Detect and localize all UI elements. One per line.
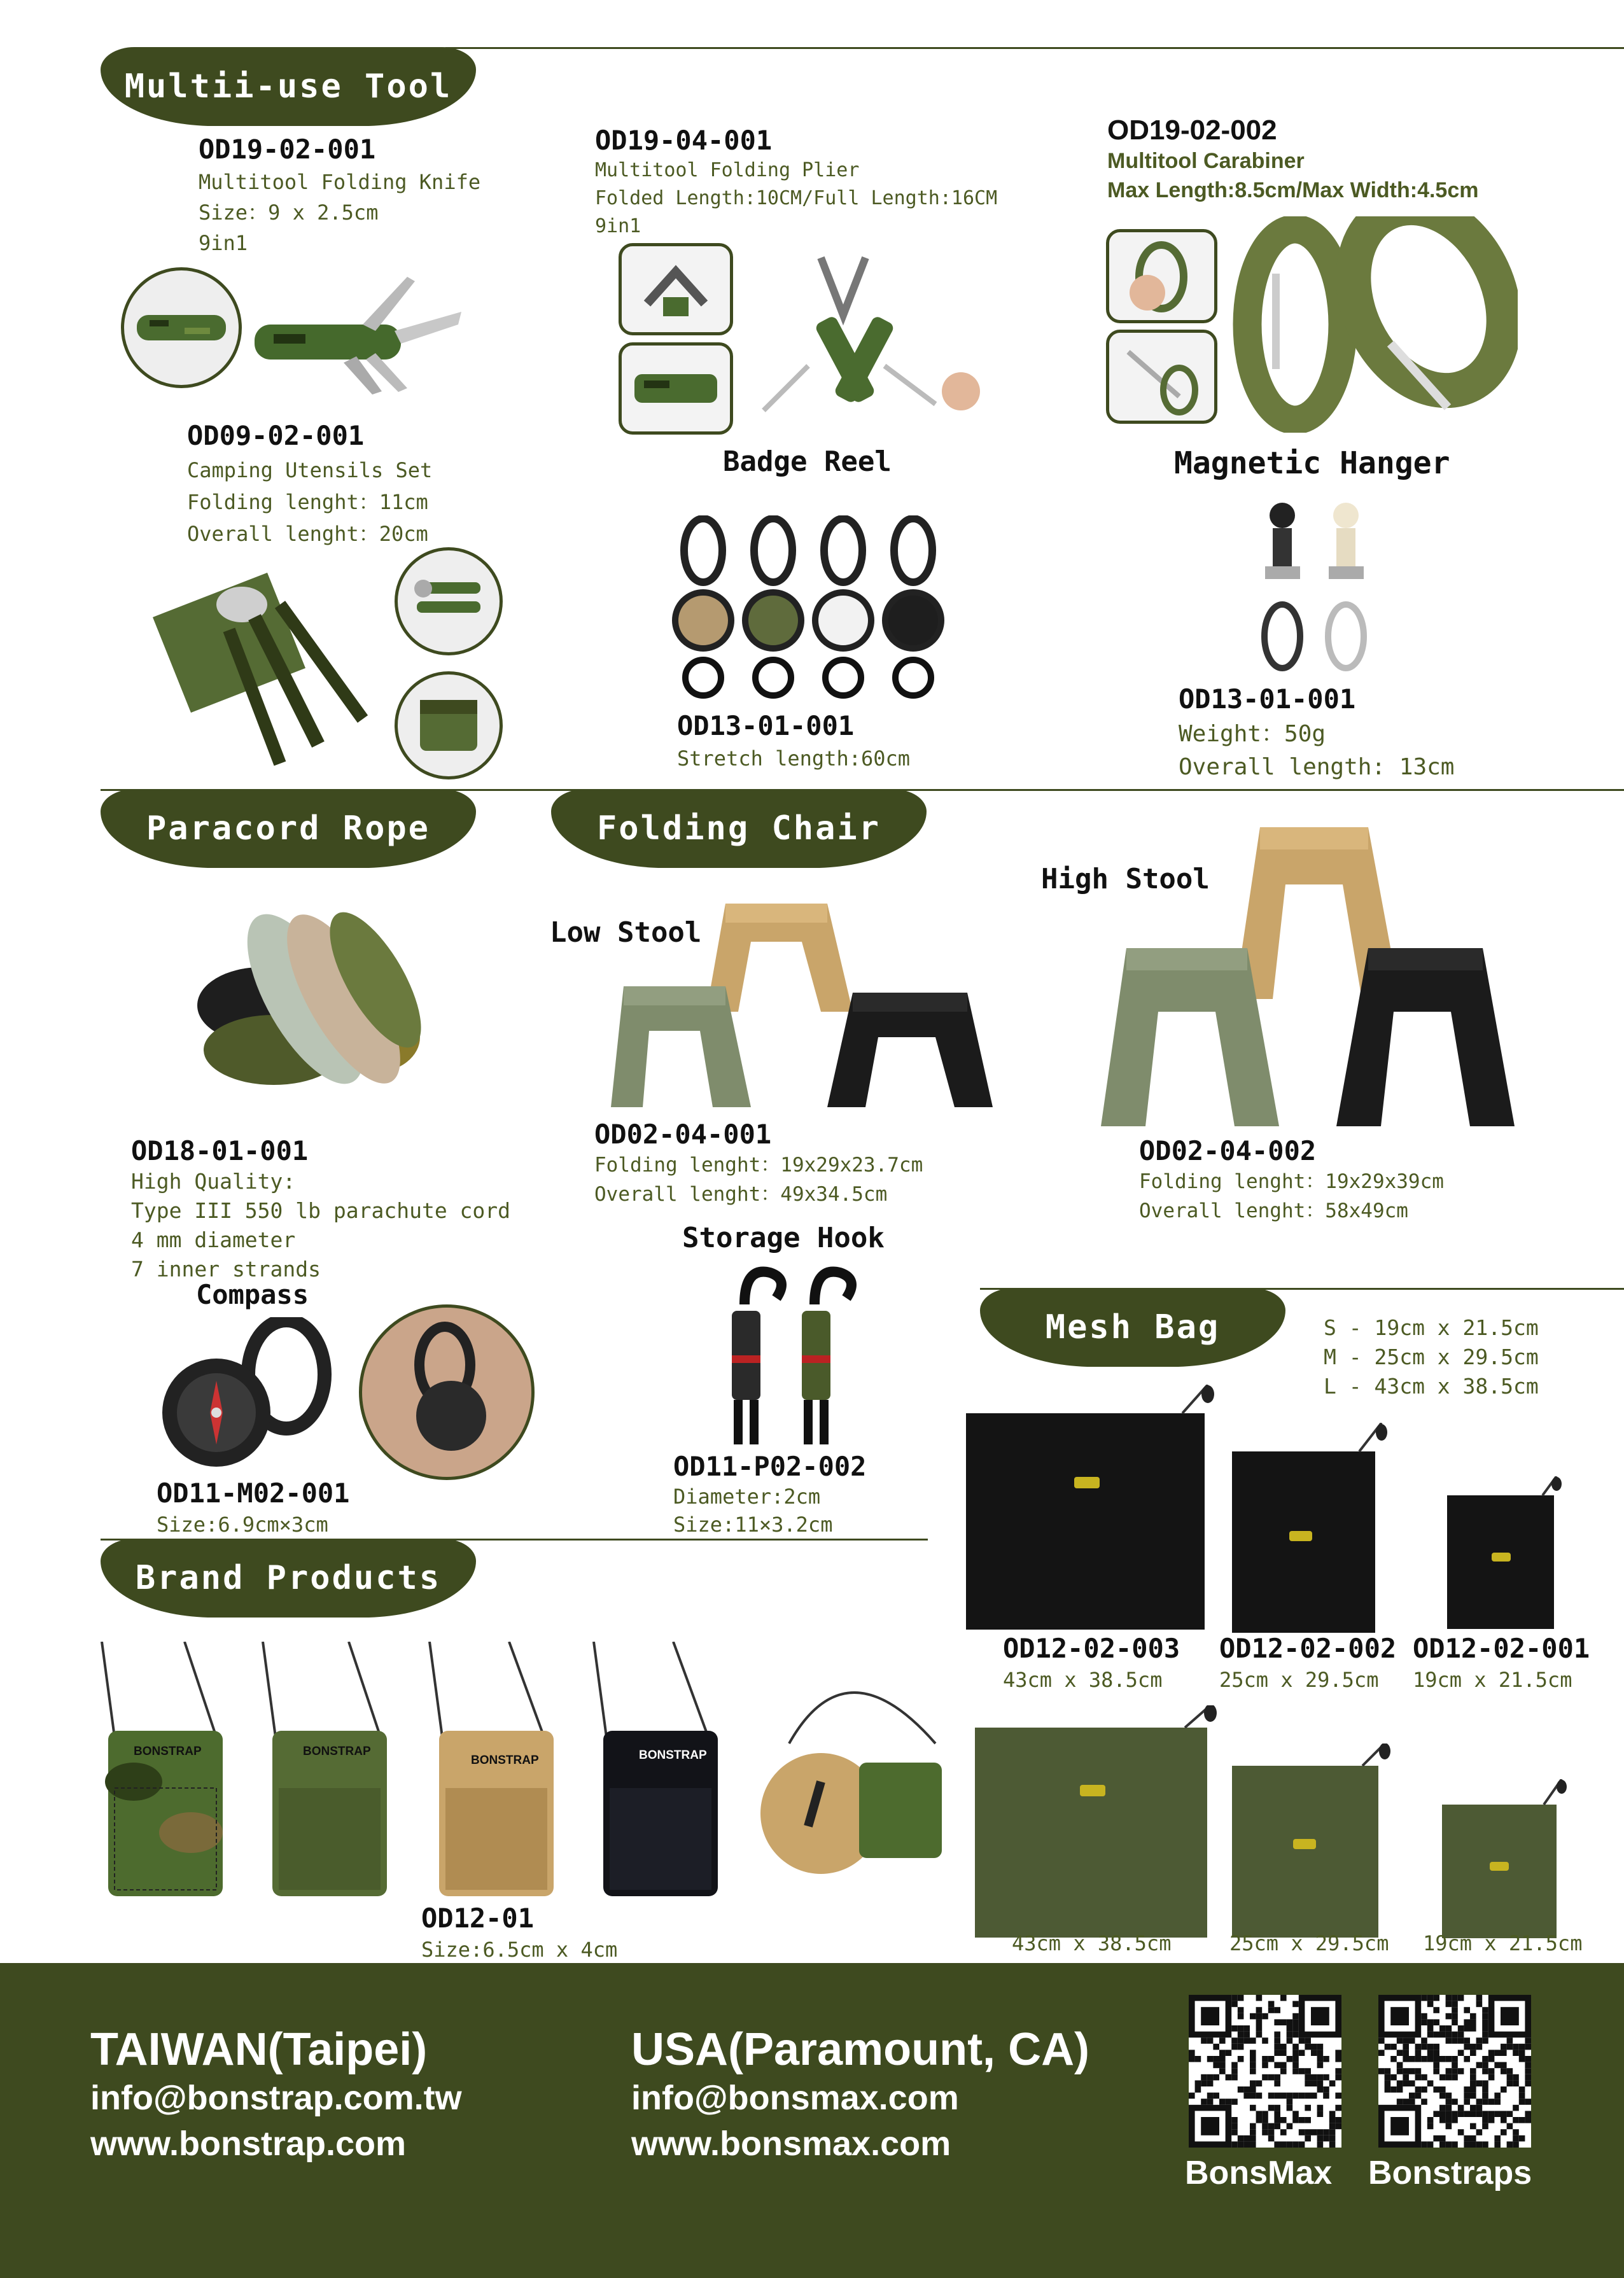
compass-code: OD11-M02-001 — [157, 1478, 350, 1509]
magnet-line-2: Overall length: 13cm — [1179, 754, 1455, 780]
mesh-black-medium-photo — [1232, 1423, 1391, 1633]
paracord-photo — [185, 891, 426, 1120]
bag-code: OD12-01 — [421, 1903, 535, 1934]
badge-details — [677, 743, 910, 774]
brand-bag-camo — [89, 1642, 242, 1903]
plier-code: OD19-04-001 — [595, 125, 773, 156]
paracord-line-3: 4 mm diameter — [131, 1227, 296, 1252]
mesh-size-m: M - 25cm x 29.5cm — [1324, 1345, 1539, 1369]
section-tab-chair: Folding Chair — [551, 789, 927, 868]
hook-line-1: Diameter:2cm — [673, 1485, 821, 1509]
mesh-green-large-size: 43cm x 38.5cm — [1012, 1931, 1172, 1955]
section-tab-mesh: Mesh Bag — [980, 1288, 1285, 1367]
knife-line-2: Size：9 x 2.5cm — [199, 200, 379, 225]
hook-photo — [700, 1260, 865, 1451]
magnet-title: Magnetic Hanger — [1174, 445, 1450, 481]
paracord-code: OD18-01-001 — [131, 1135, 309, 1166]
badge-line-1: Stretch length:60cm — [677, 746, 911, 771]
qr-label-bonsmax: BonsMax — [1185, 2155, 1333, 2191]
compass-hand-photo — [359, 1304, 535, 1480]
high-stool-details — [1139, 1167, 1444, 1226]
mesh-black-small-photo — [1447, 1476, 1562, 1629]
compass-details — [157, 1509, 328, 1540]
knife-details — [199, 167, 480, 258]
mesh-black-small-code: OD12-02-001 — [1413, 1633, 1590, 1664]
mesh-black-large-photo — [966, 1385, 1221, 1630]
bag-brand-label-tan: BONSTRAP — [471, 1754, 539, 1767]
mesh-size-l: L - 43cm x 38.5cm — [1324, 1374, 1539, 1399]
utensils-folded-photo — [395, 547, 503, 655]
footer-usa-email[interactable]: info@bonsmax.com — [631, 2079, 959, 2117]
bag-brand-label-black: BONSTRAP — [639, 1749, 707, 1762]
section-tab-paracord: Paracord Rope — [101, 789, 476, 868]
mesh-green-small-size: 19cm x 21.5cm — [1423, 1931, 1583, 1955]
brand-bag-black — [584, 1642, 737, 1903]
plier-photo — [738, 245, 993, 430]
bag-brand-label-green: BONSTRAP — [303, 1745, 371, 1758]
section-rule-top — [445, 47, 1624, 49]
magnet-code: OD13-01-001 — [1179, 683, 1356, 715]
utensils-line-2: Folding lenght：11cm — [187, 490, 428, 514]
compass-photo — [159, 1317, 350, 1470]
mesh-green-small-photo — [1442, 1779, 1569, 1938]
badge-reel-photo — [668, 515, 948, 700]
carabiner-thumb-tool — [1106, 330, 1217, 424]
high-stool-title: High Stool — [1041, 863, 1210, 895]
magnet-details — [1179, 718, 1454, 784]
utensils-details — [187, 454, 432, 550]
paracord-details — [131, 1167, 510, 1284]
mesh-size-list — [1324, 1313, 1539, 1401]
section-tab-brand: Brand Products — [101, 1539, 476, 1618]
plier-thumb-folded — [619, 342, 733, 435]
high-stool-line-2: Overall lenght：58x49cm — [1139, 1199, 1408, 1222]
carabiner-photo — [1225, 216, 1518, 433]
carabiner-line-1: Multitool Carabiner — [1107, 149, 1305, 173]
utensils-pouch-photo — [395, 671, 503, 779]
hook-line-2: Size:11×3.2cm — [673, 1513, 833, 1537]
low-stool-line-1: Folding lenght：19x29x23.7cm — [594, 1154, 923, 1177]
utensils-code: OD09-02-001 — [187, 420, 365, 451]
footer-taiwan-title: TAIWAN(Taipei) — [90, 2024, 428, 2075]
low-stool-code: OD02-04-001 — [594, 1119, 772, 1150]
carabiner-details — [1107, 146, 1478, 205]
qr-code-bonstraps-icon[interactable] — [1378, 1995, 1531, 2148]
footer-taiwan-web[interactable]: www.bonstrap.com — [90, 2125, 407, 2163]
mesh-black-medium-code: OD12-02-002 — [1219, 1633, 1397, 1664]
high-stool-code: OD02-04-002 — [1139, 1135, 1317, 1166]
mesh-green-medium-photo — [1232, 1743, 1397, 1938]
section-tab-multitool: Multii-use Tool — [101, 47, 476, 126]
footer-usa-title: USA(Paramount, CA) — [631, 2024, 1090, 2075]
utensils-line-3: Overall lenght：20cm — [187, 522, 428, 546]
high-stool-photo — [1101, 821, 1521, 1126]
plier-details — [595, 157, 997, 241]
qr-label-bonstraps: Bonstraps — [1368, 2155, 1532, 2191]
footer-usa-web[interactable]: www.bonsmax.com — [631, 2125, 951, 2163]
mesh-green-medium-size: 25cm x 29.5cm — [1229, 1931, 1389, 1955]
knife-photo — [248, 274, 465, 395]
mesh-black-medium-size: 25cm x 29.5cm — [1219, 1668, 1379, 1692]
paracord-line-1: High Quality: — [131, 1169, 296, 1194]
high-stool-line-1: Folding lenght：19x29x39cm — [1139, 1170, 1444, 1193]
carabiner-line-2: Max Length:8.5cm/Max Width:4.5cm — [1107, 178, 1479, 202]
hook-title: Storage Hook — [682, 1222, 885, 1254]
brand-bag-hanging-photo — [751, 1667, 961, 1890]
plier-line-1: Multitool Folding Plier — [595, 159, 860, 181]
low-stool-photo — [611, 891, 993, 1107]
compass-title: Compass — [196, 1279, 309, 1310]
compass-line-1: Size:6.9cm×3cm — [157, 1513, 328, 1537]
plier-thumb-open — [619, 243, 733, 335]
qr-code-bonsmax-icon[interactable] — [1189, 1995, 1341, 2148]
brand-bag-tan — [420, 1642, 573, 1903]
knife-code: OD19-02-001 — [199, 134, 376, 165]
low-stool-line-2: Overall lenght：49x34.5cm — [594, 1183, 888, 1206]
paracord-line-4: 7 inner strands — [131, 1257, 321, 1282]
magnet-line-1: Weight：50g — [1179, 721, 1326, 747]
badge-code: OD13-01-001 — [677, 710, 855, 741]
low-stool-title: Low Stool — [550, 916, 702, 949]
mesh-black-small-size: 19cm x 21.5cm — [1413, 1668, 1572, 1692]
knife-detail-photo — [121, 267, 242, 388]
bag-size: Size:6.5cm x 4cm — [421, 1938, 618, 1962]
low-stool-details — [594, 1150, 923, 1209]
hook-code: OD11-P02-002 — [673, 1451, 867, 1482]
paracord-line-2: Type III 550 lb parachute cord — [131, 1198, 511, 1223]
mesh-black-large-size: 43cm x 38.5cm — [1003, 1668, 1163, 1692]
mesh-black-large-code: OD12-02-003 — [1003, 1633, 1180, 1664]
brand-bag-green — [253, 1642, 406, 1903]
bag-brand-label-camo: BONSTRAP — [134, 1745, 202, 1758]
badge-title: Badge Reel — [723, 445, 892, 478]
carabiner-thumb-hand — [1106, 229, 1217, 323]
plier-line-2: Folded Length:10CM/Full Length:16CM — [595, 187, 998, 209]
magnet-photo — [1247, 496, 1387, 681]
carabiner-code: OD19-02-002 — [1107, 115, 1277, 146]
footer-taiwan-email[interactable]: info@bonstrap.com.tw — [90, 2079, 462, 2117]
knife-line-1: Multitool Folding Knife — [199, 170, 481, 194]
mesh-size-s: S - 19cm x 21.5cm — [1324, 1315, 1539, 1340]
utensils-photo — [153, 560, 395, 770]
plier-line-3: 9in1 — [595, 215, 641, 237]
mesh-green-large-photo — [975, 1705, 1229, 1938]
knife-line-3: 9in1 — [199, 231, 248, 255]
hook-details — [673, 1483, 832, 1539]
utensils-line-1: Camping Utensils Set — [187, 458, 433, 482]
